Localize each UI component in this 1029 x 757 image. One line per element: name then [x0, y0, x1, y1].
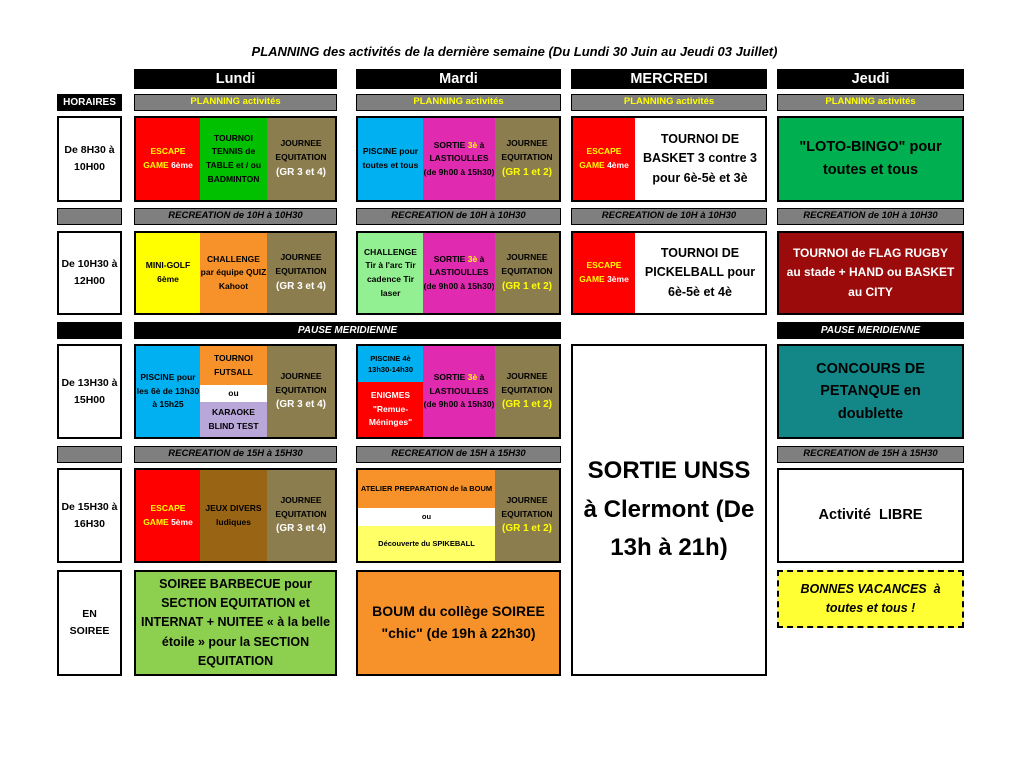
jeudi-flag-rugby — [777, 231, 964, 315]
mardi-sortie-lastioulles-2 — [423, 233, 495, 313]
atelier-label: ATELIER PREPARATION de la BOUM — [360, 484, 493, 493]
game-label: GAME — [143, 160, 169, 170]
mardi-challenge-tir — [358, 233, 423, 313]
day-header-lundi: Lundi — [134, 69, 337, 89]
challenge-tir-label: CHALLENGE Tir à l'arc Tir cadence Tir laser — [364, 246, 417, 298]
journee-l1: JOURNEE — [506, 494, 548, 505]
recreation-lundi: RECREATION de 10H à 10H30 — [134, 208, 337, 225]
journee-l1: JOURNEE — [506, 138, 548, 149]
sortie-label: SORTIE — [433, 139, 466, 150]
mardi-journee-equitation — [495, 118, 559, 200]
time-slot-4-label: De 15H30 à 16H30 — [61, 500, 118, 530]
journee-l2: EQUITATION — [501, 508, 553, 519]
lastioulles-label: LASTIOULLES — [429, 153, 489, 164]
mardi-journee-equitation-3 — [495, 346, 559, 437]
loto-bingo-label: "LOTO-BINGO" pour toutes et tous — [799, 138, 942, 178]
karaoke-label: KARAOKE BLIND TEST — [208, 406, 259, 431]
horaires-header: HORAIRES — [57, 94, 122, 111]
soiree-barbecue-label: SOIREE BARBECUE pour SECTION EQUITATION et INTERNAT + NUITEE « à la belle étoile » pour la SECTION EQUITATION — [140, 576, 331, 669]
lundi-journee-equitation-3 — [267, 346, 335, 437]
piscine-label: PISCINE pour les 6è de 13h30 à 15h25 — [136, 372, 200, 410]
mardi-slot-4 — [356, 468, 561, 563]
tennis-label: TOURNOI TENNIS de TABLE et / ou BADMINTON — [205, 132, 262, 184]
journee-l2: EQUITATION — [275, 384, 327, 395]
mardi-piscine — [358, 118, 423, 200]
activite-libre-label: Activité LIBRE — [818, 506, 923, 523]
level-label: 3ème — [607, 274, 629, 284]
lundi-jeux-divers — [200, 470, 267, 561]
recreation-spacer-2 — [57, 446, 122, 463]
journee-l1: JOURNEE — [280, 494, 322, 505]
journee-gr: (GR 3 et 4) — [275, 523, 326, 535]
journee-gr: (GR 3 et 4) — [275, 280, 326, 292]
journee-l2: EQUITATION — [501, 266, 553, 276]
sortie-label: SORTIE — [433, 372, 466, 383]
lundi-piscine — [136, 346, 200, 437]
journee-l2: EQUITATION — [501, 384, 553, 395]
planning-label-jeudi: PLANNING activités — [777, 94, 964, 111]
level-label: 6ème — [171, 160, 193, 170]
lundi-soiree-barbecue — [134, 570, 337, 676]
recreation-pm-jeudi: RECREATION de 15H à 15H30 — [777, 446, 964, 463]
mercredi-tournoi-basket — [635, 118, 765, 200]
jeudi-loto-bingo — [777, 116, 964, 202]
sortie-horaire: (de 9h00 à 15h30) — [423, 166, 495, 177]
futsal-label: TOURNOI FUTSALL — [213, 352, 254, 377]
mercredi-tournoi-pickelball — [635, 233, 765, 313]
petanque-label: CONCOURS DE PETANQUE en doublette — [816, 360, 925, 422]
journee-gr: (GR 3 et 4) — [275, 166, 326, 178]
journee-gr: (GR 1 et 2) — [501, 399, 552, 411]
recreation-jeudi: RECREATION de 10H à 10H30 — [777, 208, 964, 225]
mardi-spikeball — [358, 526, 495, 561]
escape-label: ESCAPE — [586, 146, 622, 157]
sortie-horaire: (de 9h00 à 15h30) — [423, 280, 495, 291]
journee-l1: JOURNEE — [280, 252, 322, 263]
recreation-spacer — [57, 208, 122, 225]
enigmes-label: ENIGMES "Remue-Méninges" — [368, 390, 413, 428]
lundi-tournoi-futsal — [200, 346, 267, 385]
journee-l1: JOURNEE — [280, 138, 322, 149]
lundi-slot-1 — [134, 116, 337, 202]
mercredi-escape-game — [573, 118, 635, 200]
mardi-sortie-lastioulles — [423, 118, 495, 200]
mardi-journee-equitation-2 — [495, 233, 559, 313]
piscine-4e-label: PISCINE 4è — [370, 353, 411, 363]
escape-label: ESCAPE — [150, 146, 186, 157]
time-slot-1-label: De 8H30 à 10H00 — [64, 144, 115, 173]
time-slot-4 — [57, 468, 122, 563]
minigolf-label: MINI-GOLF — [145, 260, 191, 271]
planning-label-lundi: PLANNING activités — [134, 94, 337, 111]
journee-gr: (GR 3 et 4) — [275, 399, 326, 411]
piscine-label: PISCINE pour toutes et tous — [362, 146, 419, 170]
soiree-boum-label: BOUM du collège SOIREE "chic" (de 19h à 22h30) — [372, 603, 545, 641]
time-slot-3 — [57, 344, 122, 439]
mercredi-escape-game-2 — [573, 233, 635, 313]
time-soiree-label: EN SOIREE — [69, 608, 110, 637]
time-slot-2-label: De 10H30 à 12H00 — [61, 258, 118, 287]
level-label: 4ème — [607, 160, 629, 170]
lundi-tennis — [200, 118, 267, 200]
sortie-level: 3è — [467, 372, 478, 383]
lundi-ou — [200, 385, 267, 402]
lundi-minigolf — [136, 233, 200, 313]
journee-l2: EQUITATION — [501, 152, 553, 162]
lundi-escape-game — [136, 118, 200, 200]
lundi-journee-equitation-2 — [267, 233, 335, 313]
mardi-slot-2 — [356, 231, 561, 315]
page-title: PLANNING des activités de la dernière semaine (Du Lundi 30 Juin au Jeudi 03 Juillet) — [251, 44, 778, 59]
day-header-jeudi: Jeudi — [777, 69, 964, 89]
lundi-journee-equitation — [267, 118, 335, 200]
time-slot-2 — [57, 231, 122, 315]
bonnes-vacances-label: BONNES VACANCES à toutes et tous ! — [800, 581, 945, 615]
day-header-mardi: Mardi — [356, 69, 561, 89]
pause-spacer — [57, 322, 122, 339]
recreation-mardi: RECREATION de 10H à 10H30 — [356, 208, 561, 225]
sortie-a: à — [479, 372, 485, 383]
game-label: GAME — [143, 516, 169, 527]
piscine-4e-time: 13h30-14h30 — [367, 365, 414, 374]
journee-l1: JOURNEE — [506, 252, 548, 263]
recreation-pm-mardi: RECREATION de 15H à 15H30 — [356, 446, 561, 463]
mardi-slot-3 — [356, 344, 561, 439]
lundi-slot-2 — [134, 231, 337, 315]
sortie-label: SORTIE — [433, 253, 466, 264]
journee-gr: (GR 1 et 2) — [501, 166, 552, 178]
level-label: 5ème — [171, 516, 193, 527]
mardi-soiree-boum — [356, 570, 561, 676]
time-slot-3-label: De 13H30 à 15H00 — [61, 376, 118, 406]
recreation-pm-lundi: RECREATION de 15H à 15H30 — [134, 446, 337, 463]
journee-gr: (GR 1 et 2) — [501, 523, 552, 535]
lastioulles-label: LASTIOULLES — [429, 267, 489, 278]
mardi-journee-equitation-4 — [495, 470, 559, 561]
sortie-unss-label: SORTIE UNSS à Clermont (De 13h à 21h) — [583, 457, 755, 562]
journee-l2: EQUITATION — [275, 152, 327, 162]
challenge-label: CHALLENGE par équipe QUIZ Kahoot — [200, 253, 267, 291]
recreation-mercredi: RECREATION de 10H à 10H30 — [571, 208, 767, 225]
mardi-slot-1 — [356, 116, 561, 202]
journee-l1: JOURNEE — [506, 370, 548, 381]
jeudi-activite-libre — [777, 468, 964, 563]
jeux-label: JEUX DIVERS ludiques — [205, 502, 262, 527]
lundi-slot-4 — [134, 468, 337, 563]
sortie-a: à — [479, 139, 485, 150]
jeudi-bonnes-vacances — [777, 570, 964, 628]
flag-rugby-label: TOURNOI de FLAG RUGBY au stade + HAND ou BASKET au CITY — [786, 246, 955, 299]
lundi-karaoke — [200, 402, 267, 437]
spikeball-label: Découverte du SPIKEBALL — [378, 538, 475, 548]
tournoi-basket-label: TOURNOI DE BASKET 3 contre 3 pour 6è-5è et 3è — [643, 131, 757, 185]
ou-label: ou — [228, 387, 239, 398]
mardi-piscine-4e — [358, 346, 423, 382]
lastioulles-label: LASTIOULLES — [429, 385, 489, 396]
time-soiree — [57, 570, 122, 676]
mardi-enigmes — [358, 382, 423, 437]
mercredi-slot-1 — [571, 116, 767, 202]
escape-label: ESCAPE — [586, 260, 622, 271]
mardi-ou — [358, 508, 495, 526]
time-slot-1 — [57, 116, 122, 202]
mercredi-sortie-unss — [571, 344, 767, 676]
lundi-escape-game-2 — [136, 470, 200, 561]
journee-l1: JOURNEE — [280, 370, 322, 381]
lundi-challenge-quiz — [200, 233, 267, 313]
ou-label: ou — [421, 512, 432, 521]
mercredi-slot-2 — [571, 231, 767, 315]
minigolf-level: 6ème — [157, 274, 179, 284]
mardi-sortie-lastioulles-3 — [423, 346, 495, 437]
tournoi-pickelball-label: TOURNOI DE PICKELBALL pour 6è-5è et 4è — [644, 245, 756, 299]
jeudi-petanque — [777, 344, 964, 439]
day-header-mercredi: MERCREDI — [571, 69, 767, 89]
mardi-atelier-boum — [358, 470, 495, 508]
journee-gr: (GR 1 et 2) — [501, 280, 552, 292]
pause-meridienne-jeudi: PAUSE MERIDIENNE — [777, 322, 964, 339]
lundi-slot-3 — [134, 344, 337, 439]
sortie-a: à — [479, 253, 485, 264]
planning-label-mardi: PLANNING activités — [356, 94, 561, 111]
escape-label: ESCAPE — [150, 502, 186, 513]
journee-l2: EQUITATION — [275, 266, 327, 276]
sortie-horaire: (de 9h00 à 15h30) — [423, 399, 495, 410]
journee-l2: EQUITATION — [275, 508, 327, 519]
game-label: GAME — [579, 274, 605, 284]
pause-meridienne-lundi-mardi: PAUSE MERIDIENNE — [134, 322, 561, 339]
sortie-level: 3è — [467, 253, 478, 264]
sortie-level: 3è — [467, 139, 478, 150]
planning-label-mercredi: PLANNING activités — [571, 94, 767, 111]
lundi-journee-equitation-4 — [267, 470, 335, 561]
game-label: GAME — [579, 160, 605, 170]
